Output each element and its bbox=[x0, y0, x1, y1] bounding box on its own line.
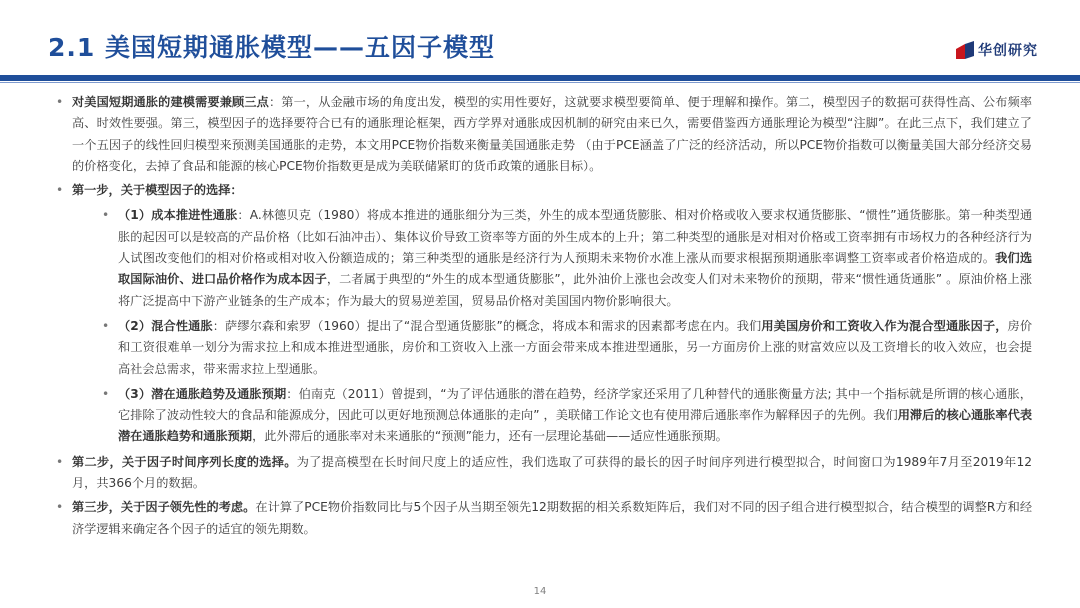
bullet-modeling-requirements bbox=[56, 92, 1032, 177]
bullet-dot-icon: • bbox=[102, 208, 110, 223]
bullet-lead: 第三步，关于因子领先性的考虑。 bbox=[72, 500, 256, 515]
bullet-lead: 第二步，关于因子时间序列长度的选择。 bbox=[72, 454, 297, 469]
bullet-lead: 第一步，关于模型因子的选择： bbox=[72, 183, 243, 198]
sub-bullet-text: 房价和工资很难单一划分为需求拉上和成本推进型通胀，房价和工资收入上涨一方面会带来成本推进型通胀，另一方面房价上涨的财富效应以及工资增长的收入效应，也会提高社会总需求，带来需求拉上型通胀。 bbox=[118, 318, 1033, 376]
slide-body bbox=[56, 92, 1032, 543]
header-rule bbox=[0, 75, 1080, 81]
bullet-dot-icon: • bbox=[56, 500, 64, 515]
page-title: 2.1 美国短期通胀模型——五因子模型 bbox=[48, 33, 495, 62]
bullet-dot-icon: • bbox=[56, 95, 64, 109]
sub-bullet-emphasis: 用滞后的核心通胀率代表潜在通胀趋势和通胀预期 bbox=[118, 408, 1033, 444]
sub-bullet-emphasis: 用美国房价和工资收入作为混合型通胀因子， bbox=[761, 318, 1008, 333]
sub-bullet-lead: （3）潜在通胀趋势及通胀预期 bbox=[118, 386, 287, 401]
huachuang-logo-icon bbox=[956, 41, 974, 59]
bullet-step-three bbox=[56, 497, 1032, 540]
bullet-text: 为了提高模型在长时间尺度上的适应性，我们选取了可获得的最长的因子时间序列进行模型拟合，时间窗口为1989年7月至2019年12月，共366个月的数据。 bbox=[72, 454, 1033, 491]
bullet-dot-icon: • bbox=[102, 318, 110, 333]
bullet-lead: 对美国短期通胀的建模需要兼顾三点 bbox=[72, 95, 269, 109]
sub-bullet-text: ：伯南克（2011）曾提到，“为了评估通胀的潜在趋势，经济学家还采用了几种替代的通胀衡量方法; 其中一个指标就是所谓的核心通胀，它排除了波动性较大的食品和能源成分，因此可以更好地预测总体通胀的走向” ，美联储工作论文也有使用滞后通胀率作为解释因子的先例。我们 bbox=[118, 386, 1032, 423]
bullet-text: 在计算了PCE物价指数同比与5个因子从当期至领先12期数据的相关系数矩阵后，我们对不同的因子组合进行模型拟合，结合模型的调整R方和经济学逻辑来确定各个因子的适宜的领先期数。 bbox=[72, 500, 1033, 536]
sub-bullet-text: ，此外滞后的通胀率对未来通胀的“预测”能力，还有一层理论基础——适应性通胀预期。 bbox=[252, 429, 728, 444]
bullet-step-one bbox=[56, 180, 1032, 201]
sub-bullet-mixed bbox=[102, 316, 1032, 380]
sub-bullet-text: ：萨缪尔森和索罗（1960）提出了“混合型通货膨胀”的概念，将成本和需求的因素都考虑在内。我们 bbox=[212, 318, 762, 333]
bullet-step-two bbox=[56, 452, 1032, 495]
brand-logo bbox=[956, 38, 1038, 62]
sub-bullet-emphasis: 我们选取国际油价、进口品价格作为成本因子 bbox=[118, 251, 1033, 287]
sub-bullet-text: ：A.林德贝克（1980）将成本推进的通胀细分为三类，外生的成本型通货膨胀、相对价格或收入要求权通货膨胀、“惯性”通货膨胀。第一种类型通胀的起因可以是较高的产品价格（比如石油冲击）、集体议价导致工资率等方面的外生成本的上升；第二种类型的通胀是对相对价格或工资率拥有市场权力的各种经济行为人试图改变他们的相对价格或相对收入份额造成的；第三种类型的通胀是经济行为人预期未来物价水准上涨从而要求根据预期通胀率调整工资率或者价格造成的。 bbox=[118, 208, 1033, 266]
bullet-text: ：第一，从金融市场的角度出发，模型的实用性要好，这就要求模型要简单、便于理解和操作。第二，模型因子的数据可获得性高、公布频率高、时效性要强。第三，模型因子的选择要符合已有的通胀理论框架，西方学界对通胀成因机制的研究由来已久，需要借鉴西方通胀理论为模型“注脚”。在此三点下，我们建立了一个五因子的线性回归模型来预测美国通胀的走势，本文用PCE物价指数来衡量美国通胀走势 （由于PCE涵盖了广泛的经济活动，所以PCE物价指数可以衡量美国大部分经济交易的价格变化，去掉了食品和能源的核心PCE物价指数更是成为美联储紧盯的货币政策的通胀目标）。 bbox=[72, 95, 1033, 173]
sub-bullet-lead: （1）成本推进性通胀 bbox=[118, 208, 238, 223]
bullet-dot-icon: • bbox=[56, 454, 64, 469]
bullet-dot-icon: • bbox=[56, 183, 64, 198]
page-number: 14 bbox=[533, 586, 547, 597]
bullet-dot-icon: • bbox=[102, 386, 110, 401]
sub-bullet-cost-push bbox=[102, 205, 1032, 311]
sub-bullet-expectations bbox=[102, 384, 1032, 448]
sub-bullet-text: ，二者属于典型的“外生的成本型通货膨胀”，此外油价上涨也会改变人们对未来物价的预期，带来“惯性通货通胀” 。原油价格上涨将广泛提高中下游产业链条的生产成本；作为最大的贸易逆差国，贸易品价格对美国国内物价影响很大。 bbox=[118, 272, 1032, 308]
header-rule-thin bbox=[0, 82, 1080, 83]
sub-bullet-lead: （2）混合性通胀 bbox=[118, 318, 213, 333]
logo-text: 华创研究 bbox=[978, 43, 1038, 59]
